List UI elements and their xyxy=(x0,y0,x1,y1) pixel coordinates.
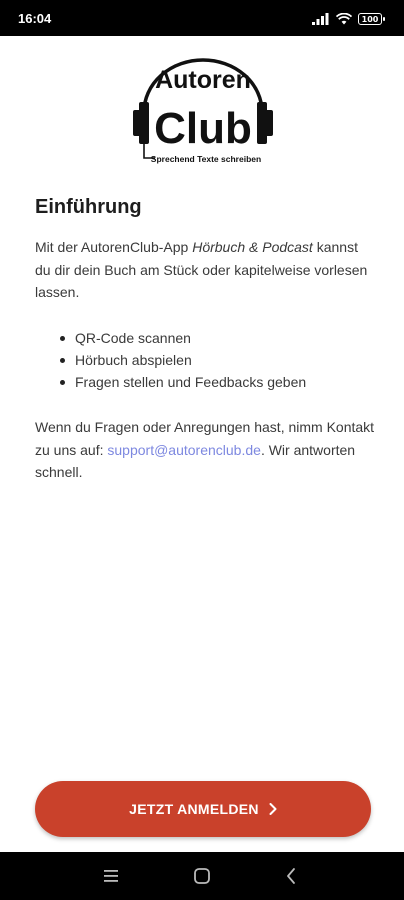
list-item: Fragen stellen und Feedbacks geben xyxy=(60,371,306,393)
status-icons xyxy=(312,11,382,27)
battery-level: 100 xyxy=(361,14,379,24)
back-icon[interactable] xyxy=(281,866,303,886)
page-title: Einführung xyxy=(35,196,142,218)
autorenclub-logo xyxy=(130,50,276,168)
home-icon[interactable] xyxy=(191,866,213,886)
battery-icon xyxy=(358,13,382,25)
wifi-icon xyxy=(336,13,352,25)
status-time: 16:04 xyxy=(18,11,52,26)
login-button-label: JETZT ANMELDEN xyxy=(129,801,259,817)
logo-line1: Autoren xyxy=(155,66,251,94)
feature-list xyxy=(60,327,306,393)
login-button[interactable] xyxy=(35,781,371,837)
signal-icon xyxy=(312,13,330,25)
list-item: Hörbuch abspielen xyxy=(60,349,306,371)
contact-paragraph xyxy=(35,416,375,484)
intro-text-end: kannst du dir dein Buch am Stück oder kapitelweise vorlesen lassen. xyxy=(35,239,368,300)
chevron-right-icon xyxy=(269,803,277,815)
intro-paragraph xyxy=(35,236,375,304)
list-item: QR-Code scannen xyxy=(60,327,306,349)
contact-text-start: Wenn du Fragen oder Anregungen hast, nimm Kontakt zu uns auf: xyxy=(35,419,375,458)
intro-text-start: Mit der AutorenClub-App xyxy=(35,239,193,255)
contact-text-end: . Wir antworten schnell. xyxy=(35,441,356,480)
navigation-bar xyxy=(0,852,404,900)
headphones-logo-icon xyxy=(130,50,276,168)
status-bar xyxy=(0,0,404,36)
menu-icon[interactable] xyxy=(100,866,122,886)
logo-line2: Club xyxy=(154,104,252,153)
support-email-link[interactable]: support@autorenclub.de xyxy=(107,441,261,458)
logo-tagline: Sprechend Texte schreiben xyxy=(150,154,262,164)
intro-app-name: Hörbuch & Podcast xyxy=(192,239,313,255)
